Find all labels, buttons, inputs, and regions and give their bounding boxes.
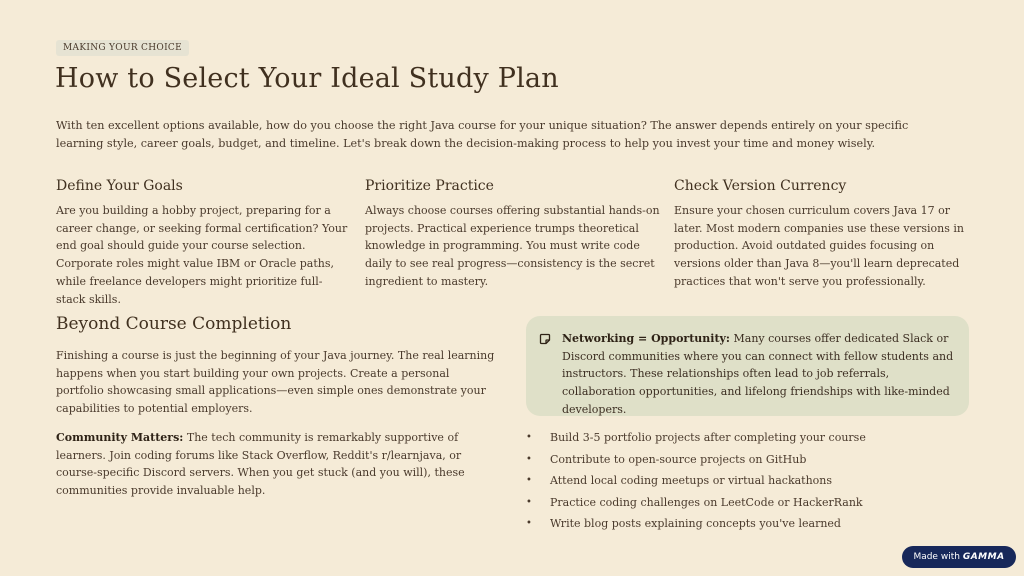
list-item-text: Build 3-5 portfolio projects after completing your course bbox=[550, 431, 866, 444]
version-column bbox=[674, 178, 969, 291]
column-heading: Prioritize Practice bbox=[365, 178, 494, 194]
goals-column bbox=[56, 178, 351, 308]
column-heading: Define Your Goals bbox=[56, 178, 183, 194]
list-item bbox=[526, 451, 866, 473]
bullet-dot: • bbox=[526, 496, 532, 508]
community-text: The tech community is remarkably supportive of learners. Join coding forums like Stack Overflow, Reddit's r/learnjava, or course-specific Discord servers. When you get stuck (and you will), these communities provide invaluable help. bbox=[56, 431, 465, 498]
action-list bbox=[526, 429, 866, 537]
callout-text bbox=[562, 330, 954, 419]
practice-column bbox=[365, 178, 660, 291]
made-with-gamma-button[interactable] bbox=[902, 546, 1016, 568]
list-item bbox=[526, 472, 866, 494]
list-item-text: Contribute to open-source projects on GitHub bbox=[550, 452, 807, 466]
made-with-label: Made with bbox=[913, 552, 960, 562]
list-item-text: Write blog posts explaining concepts you've learned bbox=[550, 517, 841, 531]
column-text: Are you building a hobby project, preparing for a career change, or seeking formal certification? Your end goal should guide your course selection. Corporate roles might value IBM or Oracle paths, while freelance developers might prioritize full-stack skills. bbox=[56, 204, 348, 306]
column-text: Always choose courses offering substantial hands-on projects. Practical experience trumps theoretical knowledge in programming. You must write code daily to see real progress—consistency is the secret ingredient to mastery. bbox=[365, 204, 660, 288]
networking-callout bbox=[526, 316, 969, 416]
list-item bbox=[526, 494, 866, 516]
list-item bbox=[526, 515, 866, 537]
bullet-dot: • bbox=[526, 475, 532, 487]
community-paragraph bbox=[56, 429, 496, 500]
note-icon bbox=[539, 333, 551, 345]
bullet-dot: • bbox=[526, 518, 532, 530]
list-item bbox=[526, 429, 866, 451]
gamma-logo: GAMMA bbox=[962, 552, 1005, 562]
column-text: Ensure your chosen curriculum covers Java 17 or later. Most modern companies use these versions in production. Avoid outdated guides focusing on versions older than Java 8—you'll learn deprecated practices that won't serve you professionally. bbox=[674, 204, 965, 288]
beyond-heading: Beyond Course Completion bbox=[56, 314, 292, 334]
callout-label: Networking = Opportunity: bbox=[562, 332, 730, 345]
page-title: How to Select Your Ideal Study Plan bbox=[55, 63, 559, 94]
section-badge: MAKING YOUR CHOICE bbox=[56, 40, 189, 56]
beyond-paragraph: Finishing a course is just the beginning of your Java journey. The real learning happens when you start building your own projects. Create a personal portfolio showcasing small applications—even simple ones demonstrate your capabilities to potential employers. bbox=[56, 349, 495, 416]
callout-body: Many courses offer dedicated Slack or Discord communities where you can connect with fellow students and instructors. These relationships often lead to job referrals, collaboration opportunities, and lifelong friendships with like-minded developers. bbox=[562, 332, 954, 416]
column-heading: Check Version Currency bbox=[674, 178, 847, 194]
intro-paragraph: With ten excellent options available, how do you choose the right Java course for your unique situation? The answer depends entirely on your specific learning style, career goals, budget, and timeline. Let's break down the decision-making process to help you invest your time and money wisely. bbox=[56, 119, 909, 150]
list-item-text: Practice coding challenges on LeetCode or HackerRank bbox=[550, 495, 863, 509]
list-item-text: Attend local coding meetups or virtual hackathons bbox=[550, 474, 833, 488]
community-label: Community Matters: bbox=[56, 431, 184, 444]
bullet-dot: • bbox=[526, 432, 532, 443]
bullet-dot: • bbox=[526, 453, 532, 465]
